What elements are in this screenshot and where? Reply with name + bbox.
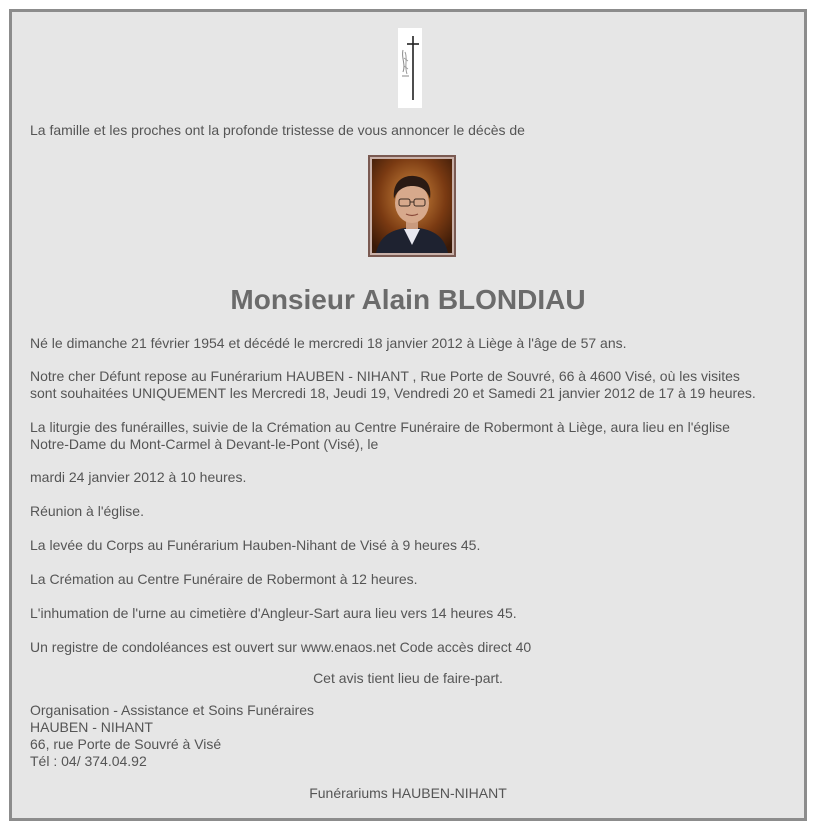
rest-text-line2: sont souhaitées UNIQUEMENT les Mercredi 18, Jeudi 19, Vendredi 20 et Samedi 21 janvier 2012 de 17 à 19 heures. (30, 385, 756, 401)
liturgy-text-line2: Notre-Dame du Mont-Carmel à Devant-le-Pont (Visé), le (30, 436, 379, 452)
liturgy-text-line1: La liturgie des funérailles, suivie de la Crémation au Centre Funéraire de Robermont à Liège, aura lieu en l'église (30, 419, 730, 435)
inhumation-text: L'inhumation de l'urne au cimetière d'Angleur-Sart aura lieu vers 14 heures 45. (30, 605, 517, 621)
cross-icon (398, 28, 422, 108)
levee-text: La levée du Corps au Funérarium Hauben-Nihant de Visé à 9 heures 45. (30, 537, 481, 553)
organisation-phone: Tél : 04/ 374.04.92 (30, 753, 147, 769)
meeting-text: Réunion à l'église. (30, 503, 144, 519)
deceased-name: Monsieur Alain BLONDIAU (230, 284, 586, 315)
birth-death-text: Né le dimanche 21 février 1954 et décédé le mercredi 18 janvier 2012 à Liège à l'âge de 57 ans. (30, 335, 627, 351)
organisation-line2: HAUBEN - NIHANT (30, 719, 153, 735)
organisation-address: 66, rue Porte de Souvré à Visé (30, 736, 222, 752)
cremation-text: La Crémation au Centre Funéraire de Robermont à 12 heures. (30, 571, 418, 587)
notice-text: Cet avis tient lieu de faire-part. (313, 670, 503, 686)
intro-text: La famille et les proches ont la profonde tristesse de vous annoncer le décès de (30, 122, 525, 138)
organisation-line1: Organisation - Assistance et Soins Funéraires (30, 702, 315, 718)
portrait-photo (368, 155, 456, 257)
funeral-date-text: mardi 24 janvier 2012 à 10 heures. (30, 469, 247, 485)
obituary-card (9, 9, 807, 821)
condolence-register-text: Un registre de condoléances est ouvert sur www.enaos.net Code accès direct 40 (30, 639, 532, 655)
footer-text: Funérariums HAUBEN-NIHANT (309, 785, 507, 801)
rest-text-line1: Notre cher Défunt repose au Funérarium HAUBEN - NIHANT , Rue Porte de Souvré, 66 à 4600 Visé, où les visites (30, 368, 740, 384)
